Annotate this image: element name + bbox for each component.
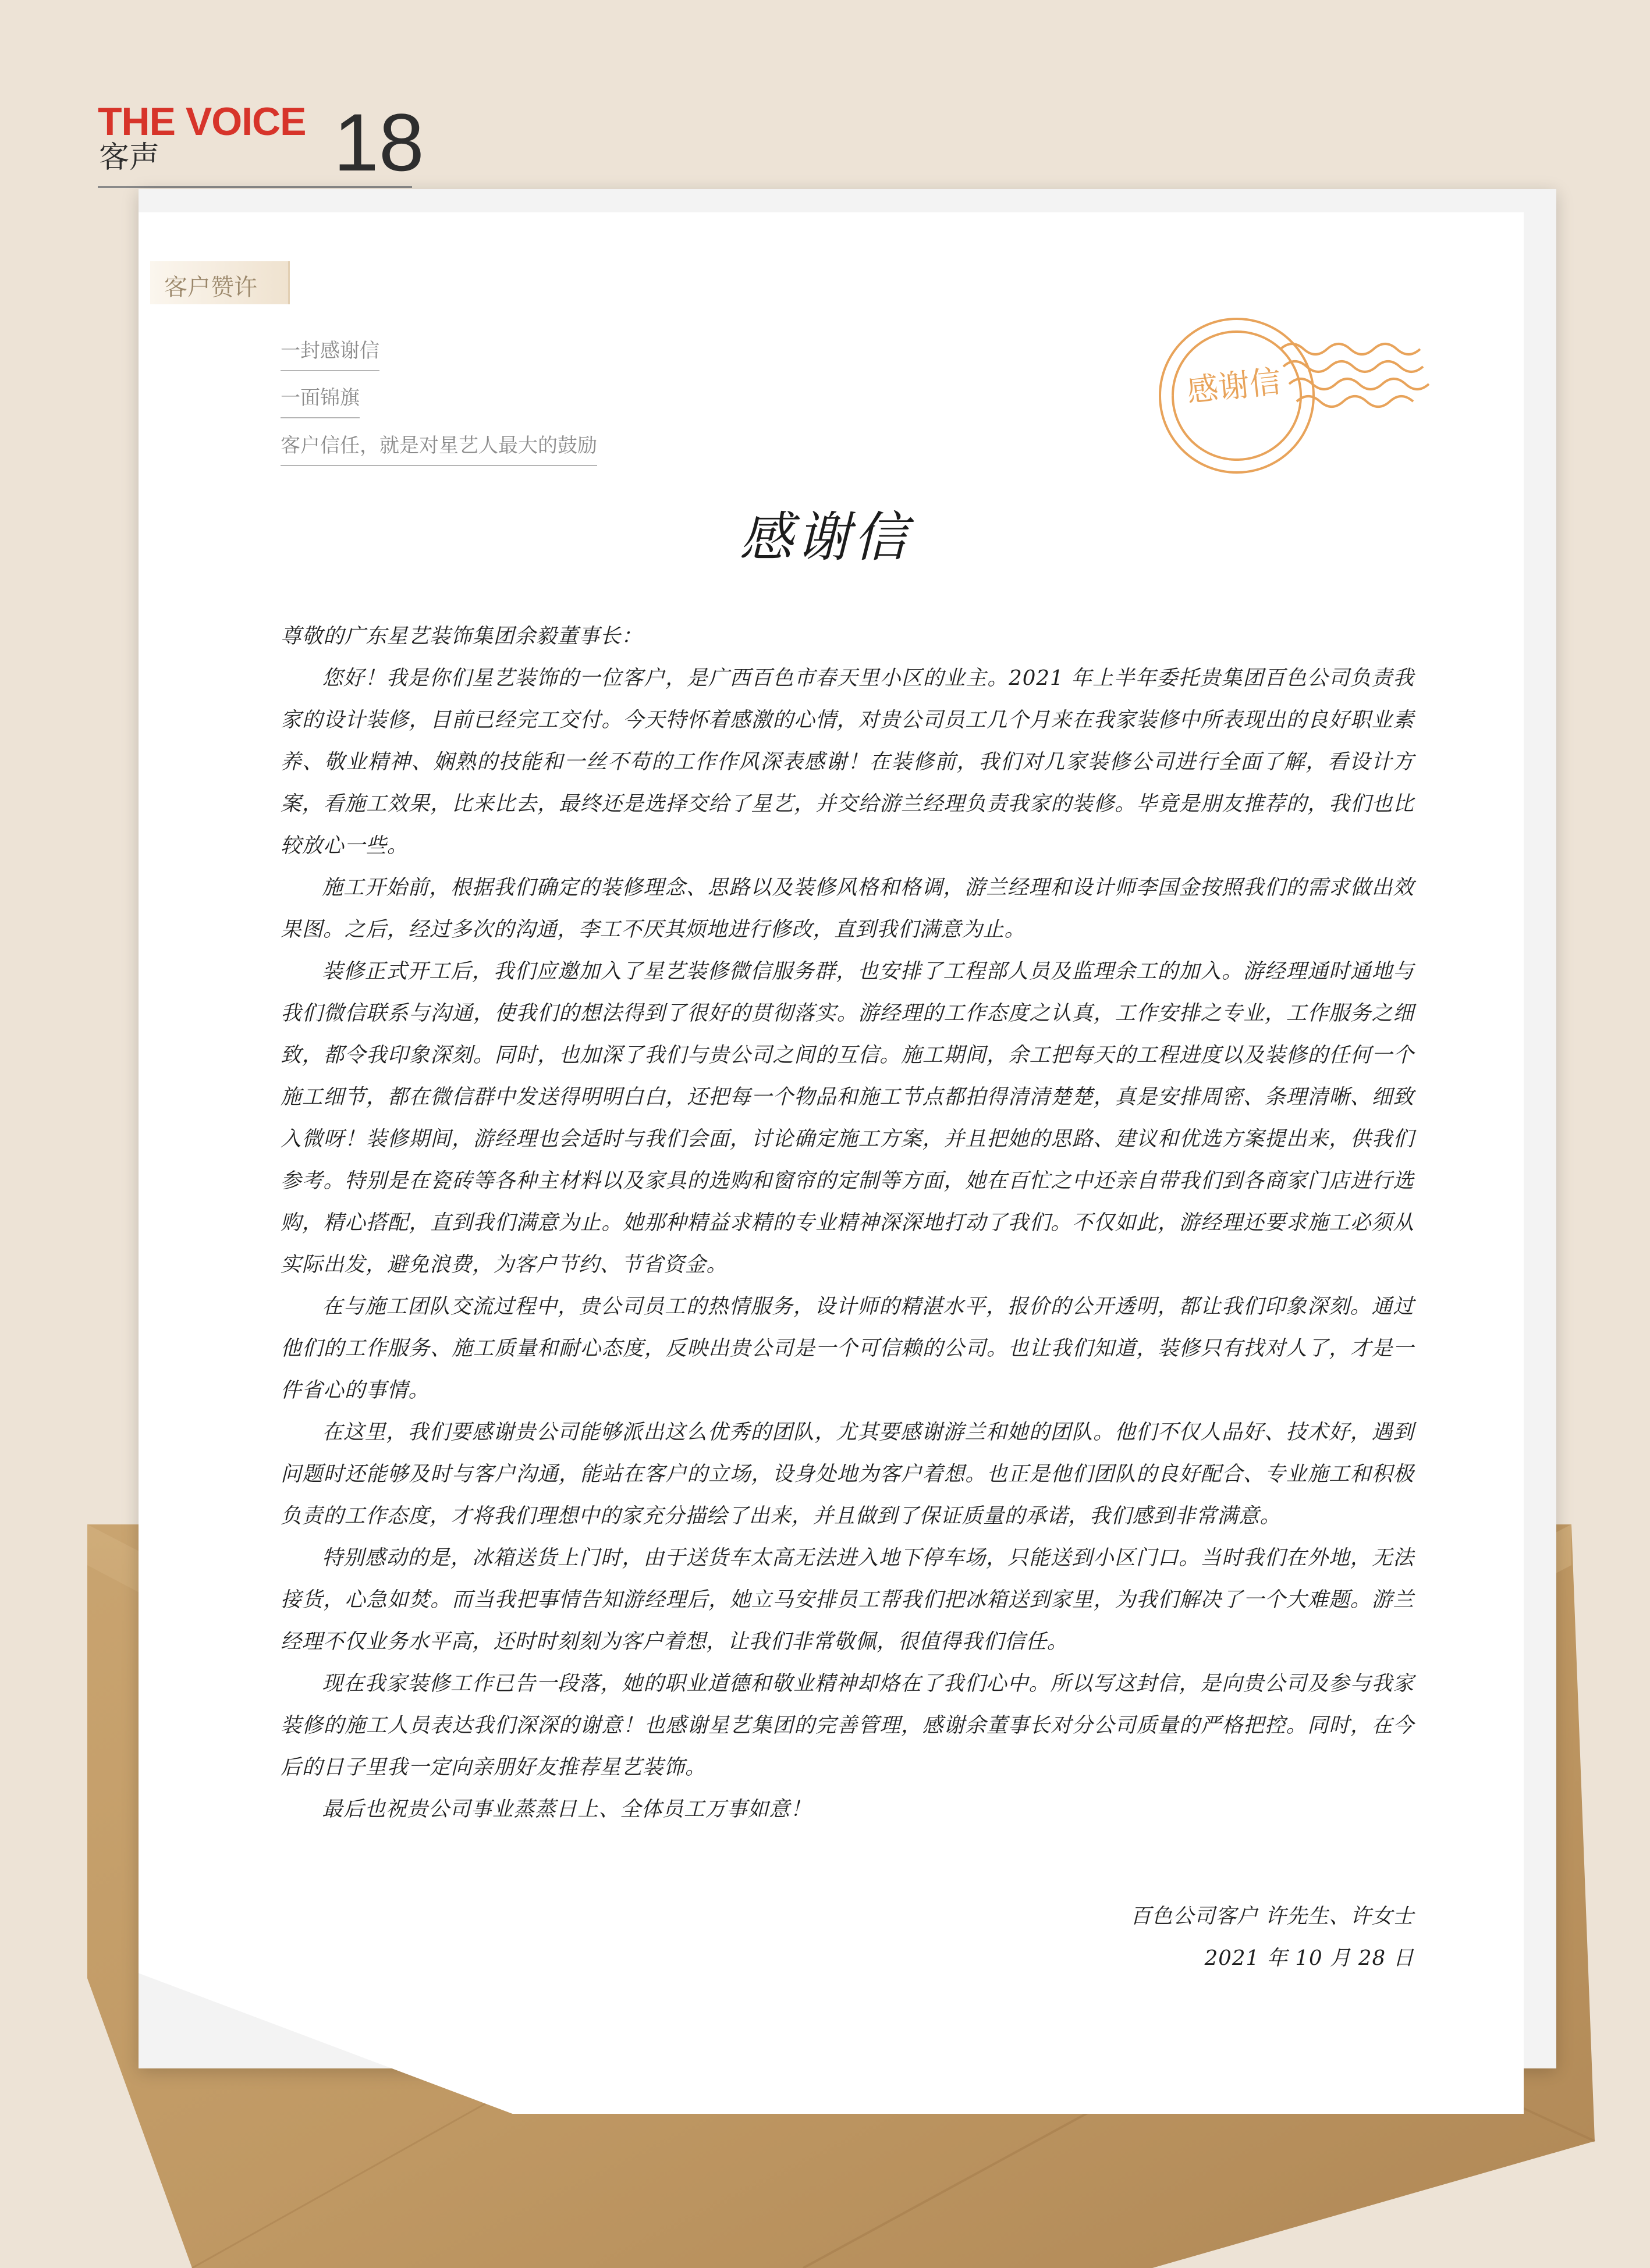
letter-body [281, 616, 1414, 1830]
letter-signature-block [1130, 1896, 1414, 1979]
letter-salutation: 尊敬的广东星艺装饰集团余毅董事长： [281, 624, 643, 648]
letter-title: 感谢信 [739, 506, 911, 568]
letter-paragraph: 现在我家装修工作已告一段落，她的职业道德和敬业精神却烙在了我们心中。所以写这封信，是向贵公司及参与我家装修的施工人员表达我们深深的谢意！也感谢星艺集团的完善管理，感谢余董事长对分公司质量的严格把控。同时，在今后的日子里我一定向亲朋好友推荐星艺装饰。 [281, 1672, 1414, 1779]
issue-number: 18 [333, 97, 424, 188]
postmark-stamp [1135, 308, 1438, 483]
section-tab-label: 客户赞许 [164, 274, 257, 301]
brand-title-cn: 客声 [99, 140, 160, 175]
brand-title-en: THE VOICE [98, 99, 306, 144]
side-note-thank-you-letter: 一封感谢信 [281, 339, 379, 371]
letter-paragraph: 装修正式开工后，我们应邀加入了星艺装修微信服务群，也安排了工程部人员及监理余工的加入。游经理通时通地与我们微信联系与沟通，使我们的想法得到了很好的贯彻落实。游经理的工作态度之认真，工作安排之专业，工作服务之细致，都令我印象深刻。同时，也加深了我们与贵公司之间的互信。施工期间，余工把每天的工程进度以及装修的任何一个施工细节，都在微信群中发送得明明白白，还把每一个物品和施工节点都拍得清清楚楚，真是安排周密、条理清晰、细致入微呀！装修期间，游经理也会适时与我们会面，讨论确定施工方案，并且把她的思路、建议和优选方案提出来，供我们参考。特别是在瓷砖等各种主材料以及家具的选购和窗帘的定制等方面，她在百忙之中还亲自带我们到各商家门店进行选购，精心搭配，直到我们满意为止。她那种精益求精的专业精神深深地打动了我们。不仅如此，游经理还要求施工必须从实际出发，避免浪费，为客户节约、节省资金。 [281, 959, 1414, 1277]
letter-signature: 百色公司客户 许先生、许女士 [1130, 1904, 1414, 1928]
side-note-banner: 一面锦旗 [281, 386, 360, 418]
letter-paragraph: 在与施工团队交流过程中，贵公司员工的热情服务，设计师的精湛水平，报价的公开透明，都让我们印象深刻。通过他们的工作服务、施工质量和耐心态度，反映出贵公司是一个可信赖的公司。也让我们知道，装修只有找对人了，才是一件省心的事情。 [281, 1295, 1414, 1402]
side-note-customer-trust: 客户信任，就是对星艺人最大的鼓励 [281, 434, 597, 466]
letter-paragraph: 在这里，我们要感谢贵公司能够派出这么优秀的团队，尤其要感谢游兰和她的团队。他们不仅人品好、技术好，遇到问题时还能够及时与客户沟通，能站在客户的立场，设身处地为客户着想。也正是他们团队的良好配合、专业施工和积极负责的工作态度，才将我们理想中的家充分描绘了出来，并且做到了保证质量的承诺，我们感到非常满意。 [281, 1420, 1414, 1528]
stamp-label: 感谢信 [1185, 362, 1283, 410]
section-tab [150, 261, 290, 304]
letter-paragraph: 最后也祝贵公司事业蒸蒸日上、全体员工万事如意！ [322, 1797, 812, 1821]
letter-paragraph: 特别感动的是，冰箱送货上门时，由于送货车太高无法进入地下停车场，只能送到小区门口。当时我们在外地，无法接货，心急如焚。而当我把事情告知游经理后，她立马安排员工帮我们把冰箱送到家里，为我们解决了一个大难题。游兰经理不仅业务水平高，还时时刻刻为客户着想，让我们非常敬佩，很值得我们信任。 [281, 1546, 1414, 1654]
magazine-header [98, 97, 424, 188]
letter-date: 2021 年 10 月 28 日 [1204, 1946, 1414, 1970]
letter-paragraph: 您好！我是你们星艺装饰的一位客户，是广西百色市春天里小区的业主。2021 年上半年委托贵集团百色公司负责我家的设计装修，目前已经完工交付。今天特怀着感激的心情，对贵公司员工几个月来在我家装修中所表现出的良好职业素养、敬业精神、娴熟的技能和一丝不苟的工作作风深表感谢！在装修前，我们对几家装修公司进行全面了解，看设计方案，看施工效果，比来比去，最终还是选择交给了星艺，并交给游兰经理负责我家的装修。毕竟是朋友推荐的，我们也比较放心一些。 [281, 666, 1414, 858]
letter-paragraph: 施工开始前，根据我们确定的装修理念、思路以及装修风格和格调，游兰经理和设计师李国金按照我们的需求做出效果图。之后，经过多次的沟通，李工不厌其烦地进行修改，直到我们满意为止。 [281, 876, 1414, 941]
